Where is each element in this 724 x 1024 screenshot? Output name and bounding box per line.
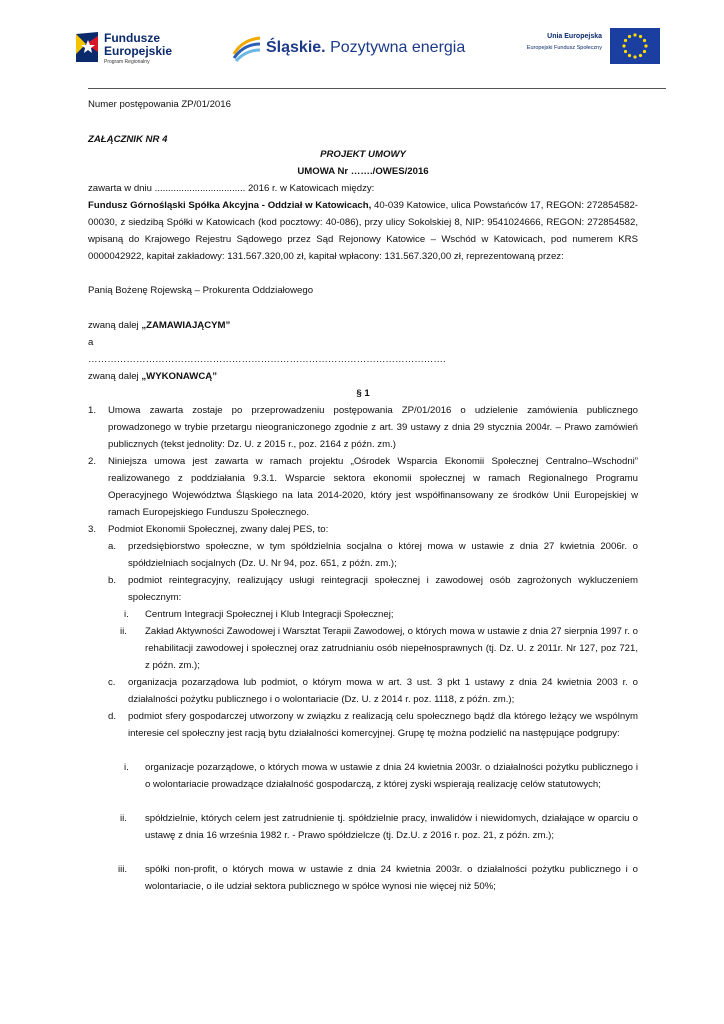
project-title: PROJEKT UMOWY — [320, 149, 406, 160]
item-d-i: organizacje pozarządowe, o których mowa w ustawie z dnia 24 kwietnia 2003r. o działalności pożytku publicznego i o wolontariacie prowadzące działalność gospodarczą, z której zyski wspierają realizację celów statutowych; — [145, 762, 638, 790]
party-details: 40-039 Katowice, ulica Powstańców 17, REGON: 272854582-00030, z siedzibą Spółki w Katowicach (kod pocztowy: 40-086), przy ulicy Sokolskiej 8, NIP: 9541024666, REGON: 272854582, wpisaną do Krajowego Rejestru Sądowego przez Sąd Rejonowy Katowice – Wschód w Katowicach, pod numerem KRS 0000042922, kapitał zakładowy: 131.567.320,00 zł, kapitał wpłacony: 131.567.320,00 zł, reprezentowaną przez: — [88, 200, 638, 262]
slaskie-logo — [232, 34, 472, 64]
fe-logo-line3: Program Regionalny — [104, 59, 150, 65]
list-letter: b. — [108, 575, 117, 586]
paragraph-2: Niniejsza umowa jest zawarta w ramach projektu „Ośrodek Wsparcia Ekonomii Społecznej Centralno–Wschodni” realizowanego z poddziałania 9.3.1. Wsparcie sektora ekonomii społecznej w ramach Regionalnego Programu Operacyjnego Województwa Śląskiego na lata 2014-2020, który jest współfinansowany ze środków Unii Europejskiej w ramach Europejskiego Funduszu Społecznego. — [108, 456, 638, 518]
list-letter: c. — [108, 677, 116, 688]
contract-number: UMOWA Nr ……./OWES/2016 — [297, 166, 429, 177]
paragraph-1: Umowa zawarta zostaje po przeprowadzeniu postępowania ZP/01/2016 o udzielenie zamówienia publicznego prowadzonego w trybie przetargu nieograniczonego zgodnie z art. 39 ustawy z dnia 29 stycznia 2004r. – Prawo zamówień publicznych (tekst jednolity: Dz. U. z 2015 r., poz. 2164 z późn. zm.) — [108, 405, 638, 450]
list-number: 3. — [88, 524, 97, 535]
called-orderer-name: „ZAMAWIAJĄCYM” — [141, 320, 231, 331]
slaskie-slogan: Pozytywna energia — [330, 39, 466, 56]
slaskie-name: Śląskie. — [266, 39, 326, 56]
item-b-i: Centrum Integracji Społecznej i Klub Integracji Społecznej; — [145, 609, 394, 620]
item-d: podmiot sfery gospodarczej utworzony w związku z realizacją celu społecznego bądź dla którego leżący we wspólnym interesie cel społeczny jest racją bytu działalności komercyjnej. Grupę tę można podzielić na następujące podgrupy: — [128, 711, 638, 739]
fe-star-icon — [74, 30, 100, 64]
item-d-ii: spółdzielnie, których celem jest zatrudnienie tj. spółdzielnie pracy, inwalidów i niewidomych, działające w oparciu o ustawę z dnia 16 września 1982 r. - Prawo spółdzielcze (tj. Dz.U. z 2016 r. poz. 21, z późn. zm.); — [145, 813, 638, 841]
list-number: 1. — [88, 405, 97, 416]
called-orderer — [88, 317, 638, 334]
item-d-iii: spółki non-profit, o których mowa w ustawie z dnia 24 kwietnia 2003r. o działalności pożytku publicznego i o wolontariacie, o ile udział sektora publicznego w spółce wynosi nie więcej niż 50%; — [145, 864, 638, 892]
item-c: organizacja pozarządowa lub podmiot, o którym mowa w art. 3 ust. 3 pkt 1 ustawy z dnia 24 kwietnia 2003 r. o działalności pożytku publicznego i o wolontariacie (Dz. U. z 2014 r. poz. 1118, z późn. zm.); — [128, 677, 638, 705]
list-number: 2. — [88, 456, 97, 467]
list-roman: iii. — [118, 864, 128, 875]
party-name: Fundusz Górnośląski Spółka Akcyjna - Oddział w Katowicach, — [88, 200, 372, 211]
item-b-ii: Zakład Aktywności Zawodowej i Warsztat Terapii Zawodowej, o których mowa w ustawie z dnia 27 sierpnia 1997 r. o rehabilitacji zawodowej i społecznej oraz zatrudnianiu osób niepełnosprawnych (tj. Dz. U. z 2011r. Nr 127, poz 721, z późn. zm.); — [145, 626, 638, 671]
fe-logo-line1: Fundusze — [104, 31, 160, 45]
header-divider — [88, 88, 666, 89]
case-number: Numer postępowania ZP/01/2016 — [88, 99, 231, 110]
ue-logo — [504, 28, 660, 72]
concluded-line: zawarta w dniu .................................. 2016 r. w Katowicach między: — [88, 183, 375, 194]
item-b: podmiot reintegracyjny, realizujący usługi reintegracji społecznej i zawodowej osób zagrożonych wykluczeniem społecznym: — [128, 575, 638, 603]
party-description — [88, 197, 638, 265]
item-a: przedsiębiorstwo społeczne, w tym spółdzielnia socjalna o której mowa w ustawie z dnia 27 kwietnia 2006r. o spółdzielniach socjalnych (Dz. U. Nr 94, poz. 651, z późn. zm.); — [128, 541, 638, 569]
list-roman: i. — [124, 762, 129, 773]
list-letter: d. — [108, 711, 117, 722]
list-roman: ii. — [120, 813, 127, 824]
called-orderer-prefix: zwaną dalej — [88, 320, 142, 331]
eu-flag-icon — [610, 28, 660, 64]
fe-logo-line2: Europejskie — [104, 44, 173, 58]
list-letter: a. — [108, 541, 117, 552]
and-word: a — [88, 337, 94, 348]
called-contractor-name: „WYKONAWCĄ” — [141, 371, 218, 382]
ue-logo-line2: Europejski Fundusz Społeczny — [526, 45, 602, 51]
list-roman: i. — [124, 609, 129, 620]
representative: Panią Bożenę Rojewską – Prokurenta Oddziałowego — [88, 285, 314, 296]
called-contractor — [88, 368, 638, 385]
contractor-placeholder: …………………………………………………………………………………………………. — [88, 354, 446, 365]
section-heading: § 1 — [356, 388, 370, 399]
called-contractor-prefix: zwaną dalej — [88, 371, 142, 382]
attachment-title: ZAŁĄCZNIK NR 4 — [88, 134, 168, 145]
fundusze-europejskie-logo — [74, 28, 184, 76]
slaskie-wave-icon — [232, 34, 262, 62]
list-roman: ii. — [120, 626, 127, 637]
ue-logo-line1: Unia Europejska — [547, 33, 602, 40]
page-header — [74, 26, 660, 76]
paragraph-3: Podmiot Ekonomii Społecznej, zwany dalej PES, to: — [108, 524, 329, 535]
